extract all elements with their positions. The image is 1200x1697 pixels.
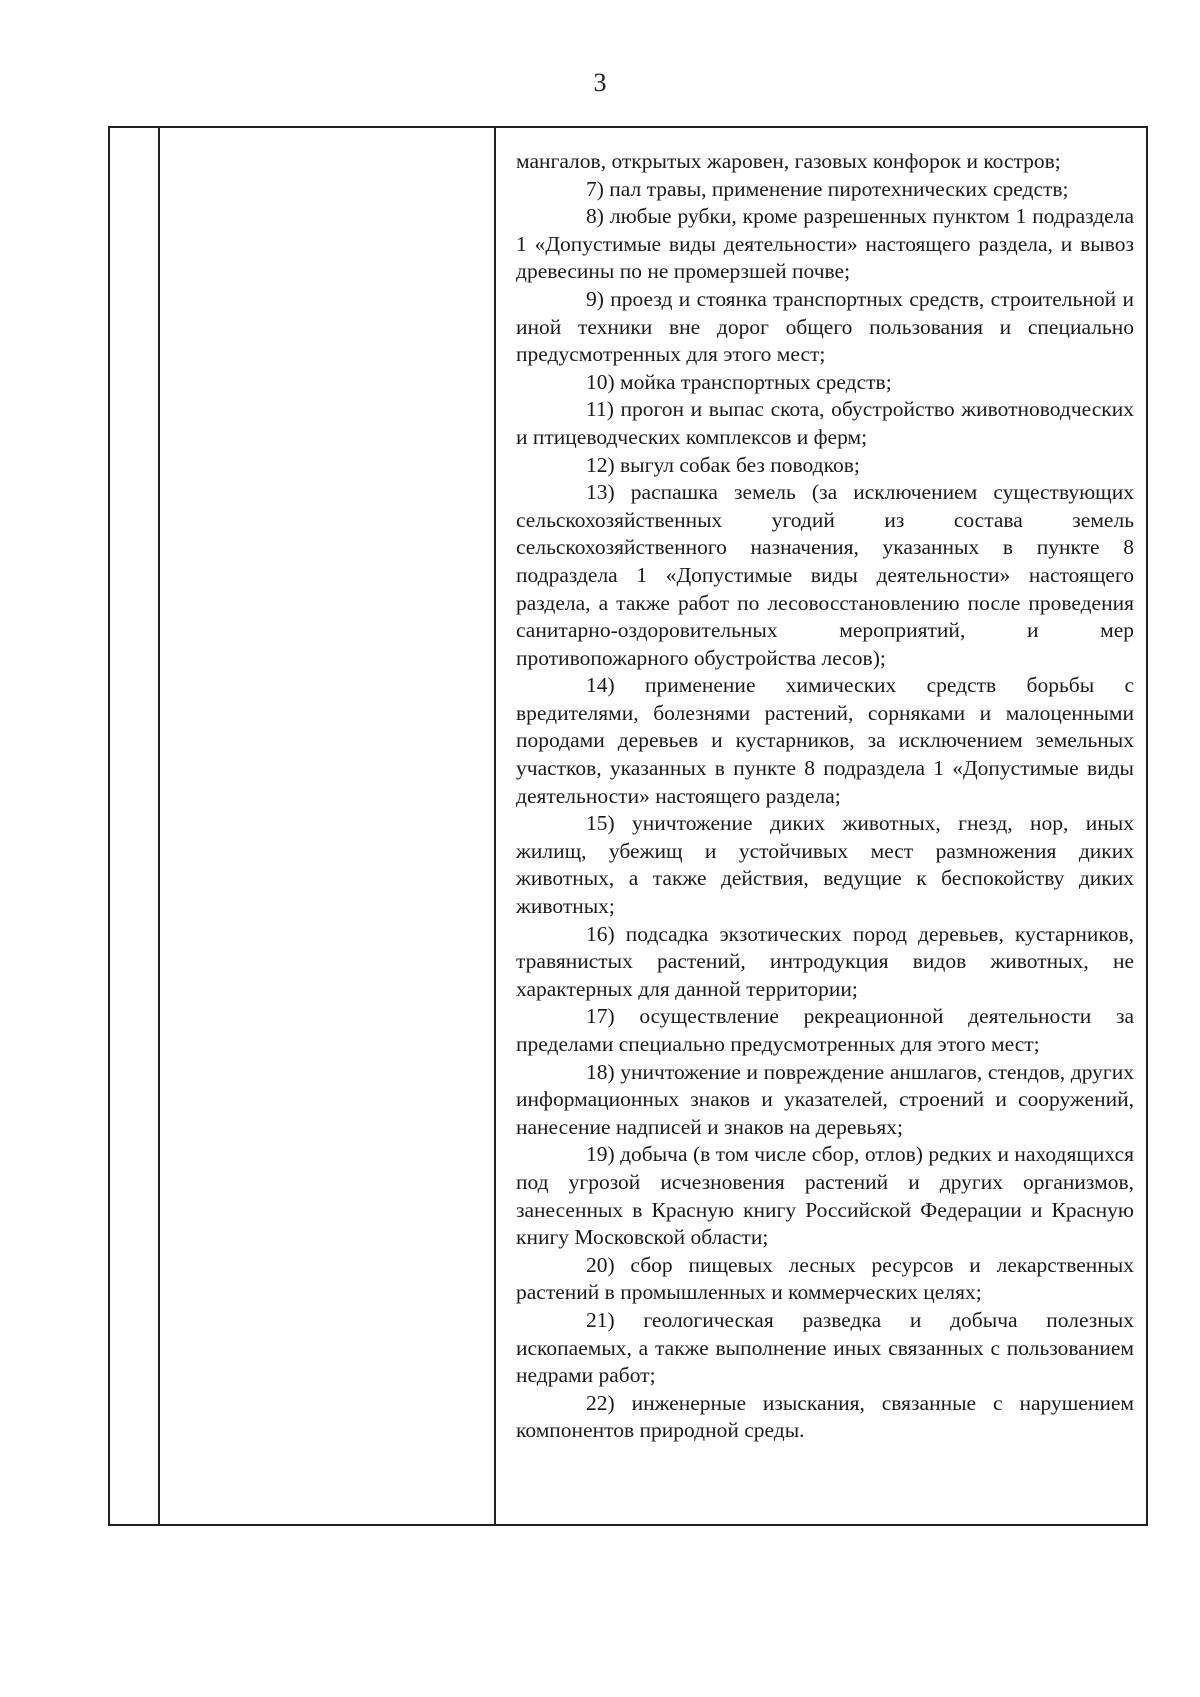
paragraph: 13) распашка земель (за исключением существующих сельскохозяйственных угодий из состава земель сельскохозяйственного назначения, указанных в пункте 8 подраздела 1 «Допустимые виды деятельности» настоящего раздела, а также работ по лесовосстановлению после проведения санитарно-оздоровительных мероприятий, и мер противопожарного обустройства лесов); (516, 480, 1134, 670)
paragraph: 14) применение химических средств борьбы с вредителями, болезнями растений, сорняками и малоценными породами деревьев и кустарников, за исключением земельных участков, указанных в пункте 8 подраздела 1 «Допустимые виды деятельности» настоящего раздела; (516, 673, 1134, 808)
paragraph: 12) выгул собак без поводков; (586, 452, 860, 477)
paragraph: 16) подсадка экзотических пород деревьев, кустарников, травянистых растений, интродукция видов животных, не характерных для данной территории; (516, 921, 1134, 1001)
paragraph: мангалов, открытых жаровен, газовых конфорок и костров; (516, 149, 1061, 173)
table-column-content (496, 128, 1146, 1524)
paragraph: 20) сбор пищевых лесных ресурсов и лекарственных растений в промышленных и коммерческих целях; (516, 1252, 1134, 1305)
paragraph: 15) уничтожение диких животных, гнезд, нор, иных жилищ, убежищ и устойчивых мест размножения диких животных, а также действия, ведущие к беспокойству диких животных; (516, 811, 1134, 919)
paragraph: 17) осуществление рекреационной деятельности за пределами специально предусмотренных для этого мест; (516, 1004, 1134, 1056)
paragraph: 19) добыча (в том числе сбор, отлов) редких и находящихся под угрозой исчезновения растений и других организмов, занесенных в Красную книгу Российской Федерации и Красную книгу Московской области; (516, 1142, 1134, 1250)
paragraph: 9) проезд и стоянка транспортных средств, строительной и иной техники вне дорог общего пользования и специально предусмотренных для этого мест; (516, 286, 1134, 367)
document-table (108, 126, 1148, 1526)
table-column-number (110, 128, 160, 1524)
paragraph: 18) уничтожение и повреждение аншлагов, стендов, других информационных знаков и указателей, строений и сооружений, нанесение надписей и знаков на деревьях; (516, 1059, 1134, 1139)
paragraph: 21) геологическая разведка и добыча полезных ископаемых, а также выполнение иных связанных с пользованием недрами работ; (516, 1307, 1134, 1388)
paragraph: 11) прогон и выпас скота, обустройство животноводческих и птицеводческих комплексов и ферм; (516, 397, 1134, 449)
paragraph: 10) мойка транспортных средств; (586, 369, 892, 394)
table-column-name (160, 128, 496, 1524)
page-number: 3 (593, 68, 607, 97)
paragraph: 8) любые рубки, кроме разрешенных пунктом 1 подраздела 1 «Допустимые виды деятельности» настоящего раздела, и вывоз древесины по не промерзшей почве; (516, 204, 1134, 284)
paragraph: 7) пал травы, применение пиротехнических средств; (586, 176, 1069, 201)
paragraph: 22) инженерные изыскания, связанные с нарушением компонентов природной среды. (516, 1390, 1134, 1443)
restrictions-text (516, 148, 1134, 1445)
